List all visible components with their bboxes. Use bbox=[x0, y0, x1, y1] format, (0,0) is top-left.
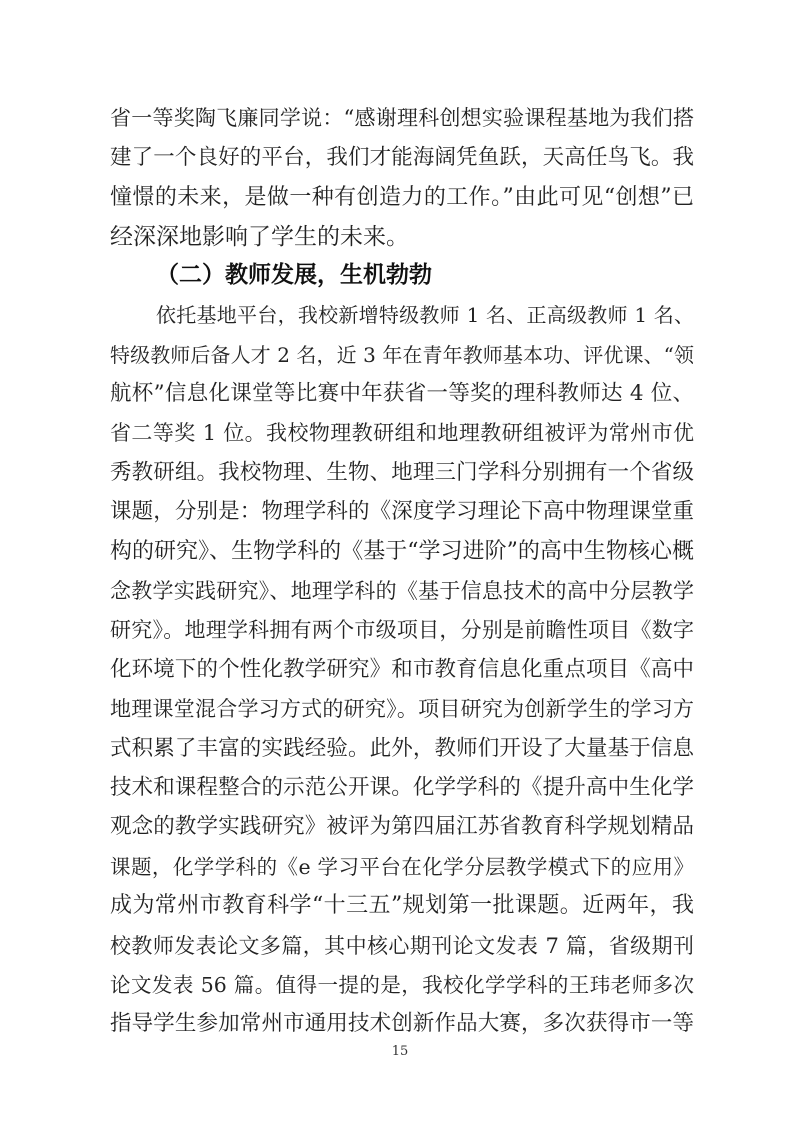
paragraph-2-line-3: 航杯”信息化课堂等比赛中年获省一等奖的理科教师达 4 位、 bbox=[110, 381, 694, 406]
page-number: 15 bbox=[391, 1044, 409, 1059]
paragraph-2-line-14: 观念的教学实践研究》被评为第四届江苏省教育科学规划精品 bbox=[110, 814, 694, 839]
paragraph-2-line-4: 省二等奖 1 位。我校物理教研组和地理教研组被评为常州市优 bbox=[110, 421, 694, 445]
paragraph-2-line-2: 特级教师后备人才 2 名，近 3 年在青年教师基本功、评优课、“领 bbox=[110, 343, 694, 367]
paragraph-1-line-1: 省一等奖陶飞廉同学说：“感谢理科创想实验课程基地为我们搭 bbox=[110, 106, 694, 130]
paragraph-2-line-13: 技术和课程整合的示范公开课。化学学科的《提升高中生化学 bbox=[110, 775, 694, 800]
paragraph-2-line-9: 研究》。地理学科拥有两个市级项目，分别是前瞻性项目《数字 bbox=[110, 618, 694, 642]
paragraph-2-line-7: 构的研究》、生物学科的《基于“学习进阶”的高中生物核心概 bbox=[110, 539, 694, 564]
paragraph-1-line-2: 建了一个良好的平台，我们才能海阔凭鱼跃，天高任鸟飞。我 bbox=[110, 145, 694, 170]
paragraph-2-line-16: 成为常州市教育科学“十三五”规划第一批课题。近两年，我 bbox=[110, 893, 694, 918]
paragraph-2-line-10: 化环境下的个性化教学研究》和市教育信息化重点项目《高中 bbox=[110, 657, 694, 682]
paragraph-2-line-11: 地理课堂混合学习方式的研究》。项目研究为创新学生的学习方 bbox=[110, 697, 694, 721]
paragraph-2-line-6: 课题，分别是：物理学科的《深度学习理论下高中物理课堂重 bbox=[110, 499, 694, 524]
paragraph-2-line-8: 念教学实践研究》、地理学科的《基于信息技术的高中分层教学 bbox=[110, 579, 694, 603]
paragraph-2-line-1: 依托基地平台，我校新增特级教师 1 名、正高级教师 1 名、 bbox=[156, 303, 694, 327]
section-heading: （二）教师发展，生机勃勃 bbox=[156, 262, 432, 288]
paragraph-2-line-17: 校教师发表论文多篇，其中核心期刊论文发表 7 篇，省级期刊 bbox=[110, 934, 694, 958]
paragraph-1-line-4: 经深深地影响了学生的未来。 bbox=[110, 224, 409, 250]
paragraph-1-line-3: 憧憬的未来，是做一种有创造力的工作。”由此可见“创想”已 bbox=[110, 185, 694, 210]
paragraph-2-line-12: 式积累了丰富的实践经验。此外，教师们开设了大量基于信息 bbox=[110, 736, 694, 761]
paragraph-2-line-18: 论文发表 56 篇。值得一提的是，我校化学学科的王玮老师多次 bbox=[110, 973, 694, 997]
paragraph-2-line-15: 课题，化学学科的《e 学习平台在化学分层教学模式下的应用》 bbox=[110, 855, 694, 879]
paragraph-2-line-5: 秀教研组。我校物理、生物、地理三门学科分别拥有一个省级 bbox=[110, 460, 694, 485]
paragraph-2-line-19: 指导学生参加常州市通用技术创新作品大赛，多次获得市一等 bbox=[110, 1011, 694, 1036]
